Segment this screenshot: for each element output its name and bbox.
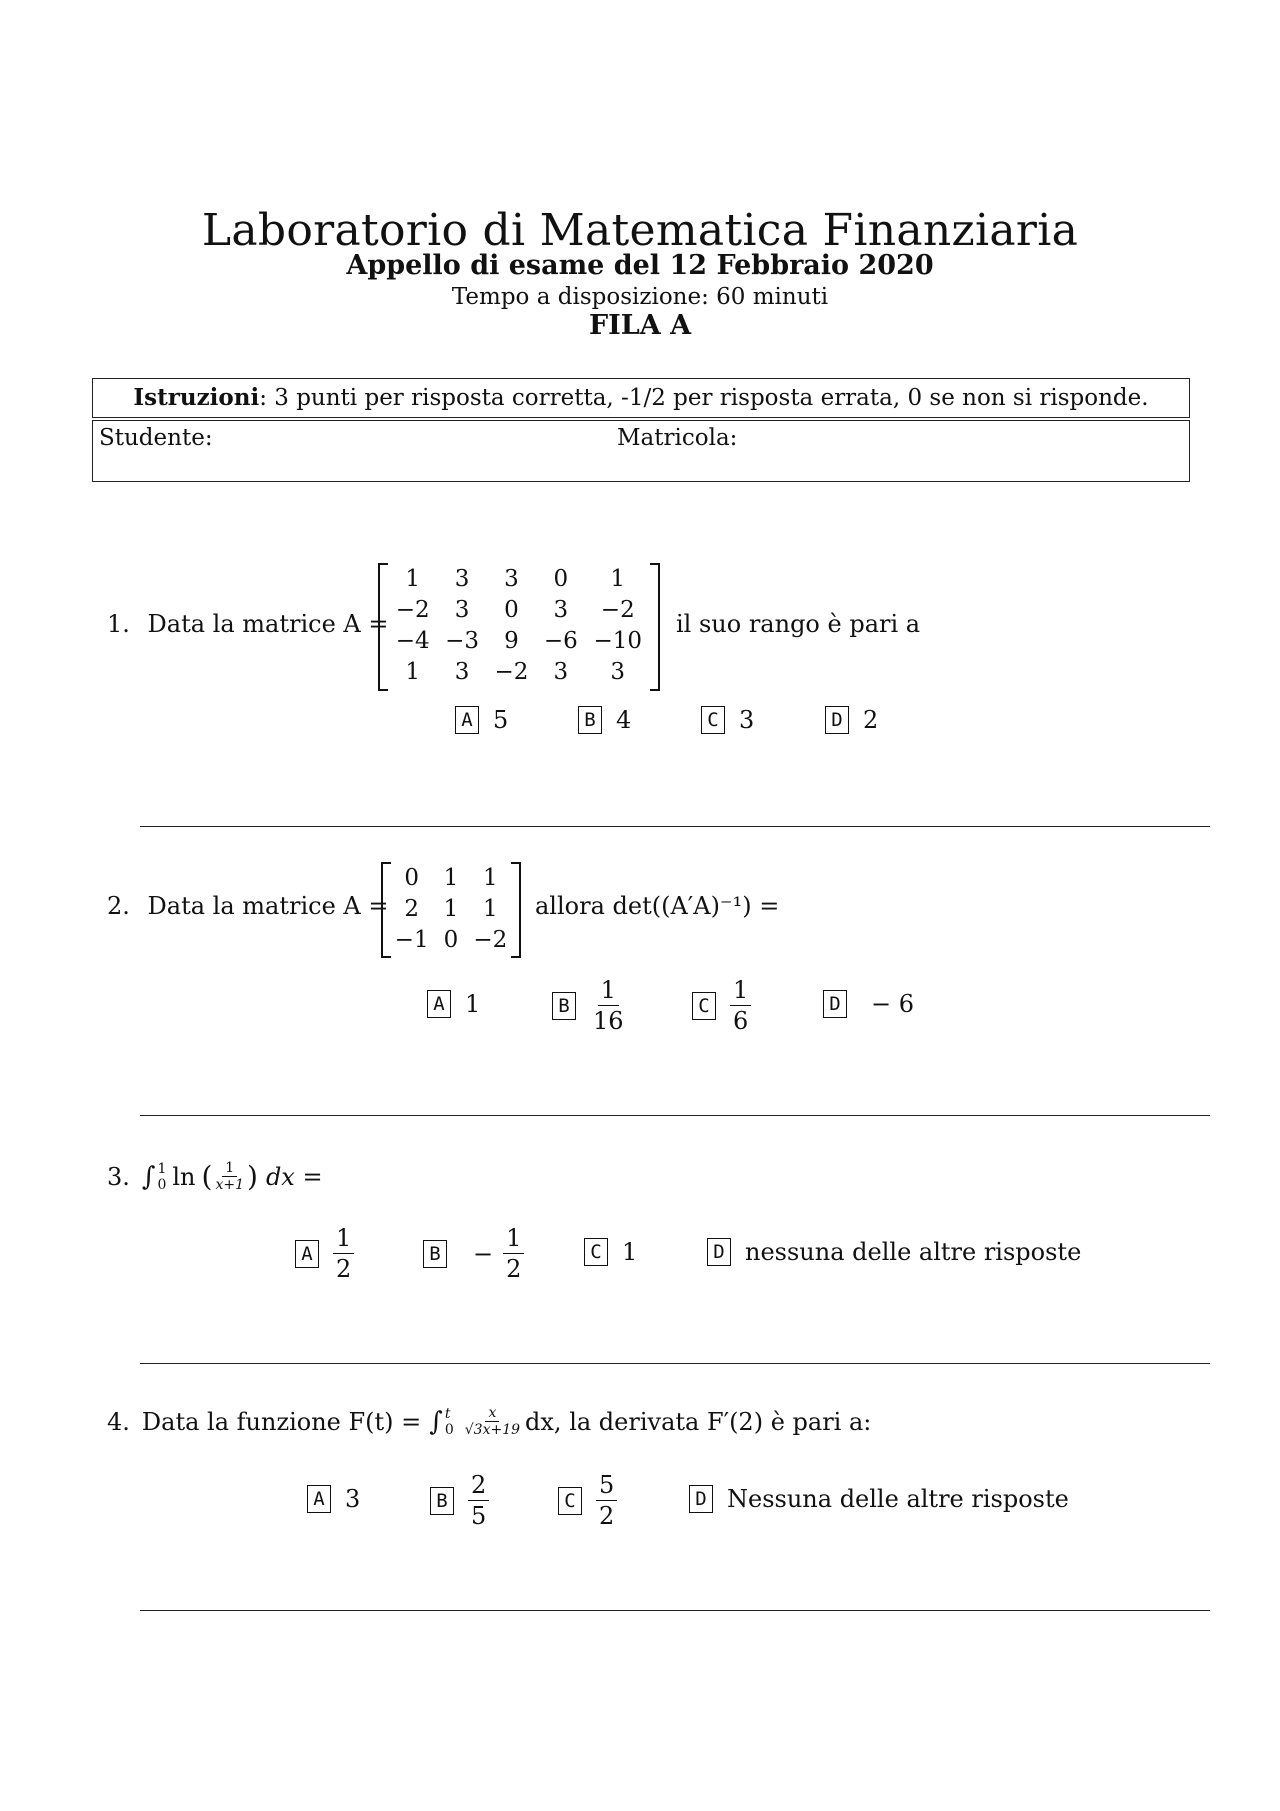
question-1-text: Data la matrice A = xyxy=(147,610,389,638)
option-value: 1 xyxy=(465,990,481,1018)
upper-limit: t xyxy=(444,1405,451,1422)
cell: 3 xyxy=(454,596,470,623)
paren-open: ( xyxy=(201,1160,213,1193)
fraction: $\frac{x}{√3x+19}$ xyxy=(464,1405,521,1438)
instructions-box xyxy=(92,378,1190,418)
matrix-q1-table xyxy=(388,563,650,687)
option-label: B xyxy=(578,706,602,734)
option-label: B xyxy=(430,1487,454,1515)
question-4 xyxy=(107,1405,871,1438)
q2-option-d[interactable] xyxy=(823,990,914,1018)
instructions-label: Istruzioni xyxy=(133,384,260,411)
cell: 9 xyxy=(504,627,519,654)
cell: −4 xyxy=(395,627,430,654)
fraction: $\frac{1}{x+1}$ xyxy=(215,1160,244,1193)
integral-sign: ∫ xyxy=(429,1406,443,1437)
cell: 3 xyxy=(454,658,470,685)
q4-option-d[interactable] xyxy=(689,1485,1069,1513)
question-3 xyxy=(107,1160,323,1193)
cell: −2 xyxy=(473,926,508,953)
lower-limit: 0 xyxy=(157,1176,167,1193)
option-value: 3 xyxy=(345,1485,361,1513)
q4-option-a[interactable] xyxy=(307,1485,360,1513)
option-label: D xyxy=(689,1485,713,1513)
integral-limits xyxy=(445,1406,454,1438)
cell: 3 xyxy=(553,658,569,685)
student-label: Studente: xyxy=(99,425,213,451)
cell: 1 xyxy=(483,895,498,922)
question-4-suffix: dx, la derivata F′(2) è pari a: xyxy=(525,1407,872,1436)
q3-option-b[interactable] xyxy=(423,1223,524,1284)
differential: dx = xyxy=(265,1162,323,1191)
cell: −2 xyxy=(395,596,430,623)
cell: 0 xyxy=(404,864,419,891)
time-allowed: Tempo a disposizione: 60 minuti xyxy=(451,284,829,310)
upper-limit: 1 xyxy=(157,1160,167,1177)
separator xyxy=(140,1363,1210,1364)
option-label: A xyxy=(295,1240,319,1268)
q2-option-b[interactable] xyxy=(552,975,627,1036)
cell: −2 xyxy=(494,658,529,685)
cell: 1 xyxy=(405,658,420,685)
cell: 1 xyxy=(405,565,420,592)
question-1-suffix: il suo rango è pari a xyxy=(676,610,921,638)
separator xyxy=(140,826,1210,827)
question-2-prefix xyxy=(107,892,389,920)
option-value: Nessuna delle altre risposte xyxy=(727,1485,1069,1513)
option-value: 1 xyxy=(622,1238,638,1266)
integral-sign: ∫ xyxy=(141,1161,156,1192)
cell: 3 xyxy=(553,596,569,623)
cell: 0 xyxy=(504,596,519,623)
question-2-text: Data la matrice A = xyxy=(147,892,389,920)
q4-option-c[interactable] xyxy=(558,1470,617,1531)
q1-option-a[interactable] xyxy=(455,706,508,734)
ln: ln xyxy=(172,1162,196,1191)
option-label: D xyxy=(707,1238,731,1266)
cell: 3 xyxy=(610,658,626,685)
bracket-right xyxy=(650,563,660,691)
matrix-q2-table xyxy=(387,862,515,955)
integral-limits xyxy=(157,1161,166,1193)
question-4-text: Data la funzione F(t) = xyxy=(141,1407,422,1436)
option-label: D xyxy=(823,990,847,1018)
separator xyxy=(140,1610,1210,1611)
q1-option-b[interactable] xyxy=(578,706,631,734)
cell: −6 xyxy=(543,627,578,654)
q2-option-a[interactable] xyxy=(427,990,480,1018)
fraction: $\frac{1}{2}$ xyxy=(503,1223,524,1284)
option-label: A xyxy=(307,1485,331,1513)
lower-limit: 0 xyxy=(444,1421,454,1438)
matrix-q1 xyxy=(378,563,660,691)
bracket-left xyxy=(378,563,388,691)
cell: 0 xyxy=(443,926,459,953)
question-2-number: 2. xyxy=(107,892,130,920)
option-value: 4 xyxy=(616,706,632,734)
minus-sign: − xyxy=(473,1239,494,1268)
cell: −2 xyxy=(600,596,635,623)
q2-option-c[interactable] xyxy=(692,975,751,1036)
option-label: C xyxy=(584,1238,608,1266)
cell: 1 xyxy=(610,565,626,592)
question-1-number: 1. xyxy=(107,610,130,638)
fraction: $\frac{1}{6}$ xyxy=(730,975,751,1036)
cell: 2 xyxy=(404,895,419,922)
option-value: − 6 xyxy=(871,990,915,1018)
page-title: Laboratorio di Matematica Finanziaria xyxy=(201,205,1079,256)
question-4-number: 4. xyxy=(107,1407,130,1436)
option-value: 5 xyxy=(493,706,509,734)
fraction: $\frac{1}{16}$ xyxy=(593,976,624,1035)
option-label: C xyxy=(558,1487,582,1515)
separator xyxy=(140,1115,1210,1116)
q3-option-d[interactable] xyxy=(707,1238,1081,1266)
option-label: B xyxy=(423,1240,447,1268)
fila-label: FILA A xyxy=(588,310,692,341)
fraction: $\frac{5}{2}$ xyxy=(596,1470,617,1531)
option-label: C xyxy=(701,706,725,734)
q3-option-a[interactable] xyxy=(295,1223,354,1284)
cell: 1 xyxy=(443,864,459,891)
cell: 1 xyxy=(443,895,459,922)
student-box xyxy=(92,420,1190,482)
cell: 3 xyxy=(504,565,519,592)
matricola-label: Matricola: xyxy=(617,425,738,451)
question-2-suffix: allora det((A′A)⁻¹) = xyxy=(535,892,780,920)
cell: 1 xyxy=(483,864,498,891)
q1-option-d[interactable] xyxy=(825,706,878,734)
cell: 0 xyxy=(553,565,569,592)
fraction: $\frac{2}{5}$ xyxy=(468,1470,489,1531)
question-1-prefix xyxy=(107,610,389,638)
cell: −1 xyxy=(394,926,429,953)
option-value: nessuna delle altre risposte xyxy=(745,1238,1082,1266)
paren-close: ) xyxy=(247,1160,258,1193)
q4-option-b[interactable] xyxy=(430,1470,489,1531)
fraction: $\frac{1}{2}$ xyxy=(333,1223,354,1284)
cell: 3 xyxy=(454,565,470,592)
option-label: A xyxy=(427,990,451,1018)
q3-option-c[interactable] xyxy=(584,1238,637,1266)
question-3-number: 3. xyxy=(107,1162,130,1191)
cell: −3 xyxy=(445,627,480,654)
exam-date: Appello di esame del 12 Febbraio 2020 xyxy=(346,250,934,281)
instructions-text: : 3 punti per risposta corretta, -1/2 per risposta errata, 0 se non si risponde. xyxy=(259,385,1149,411)
option-label: A xyxy=(455,706,479,734)
option-label: C xyxy=(692,992,716,1020)
cell: −10 xyxy=(593,627,643,654)
matrix-q2 xyxy=(381,862,521,958)
option-value: 2 xyxy=(863,706,879,734)
q1-option-c[interactable] xyxy=(701,706,754,734)
option-label: B xyxy=(552,992,576,1020)
option-label: D xyxy=(825,706,849,734)
option-value: 3 xyxy=(739,706,755,734)
